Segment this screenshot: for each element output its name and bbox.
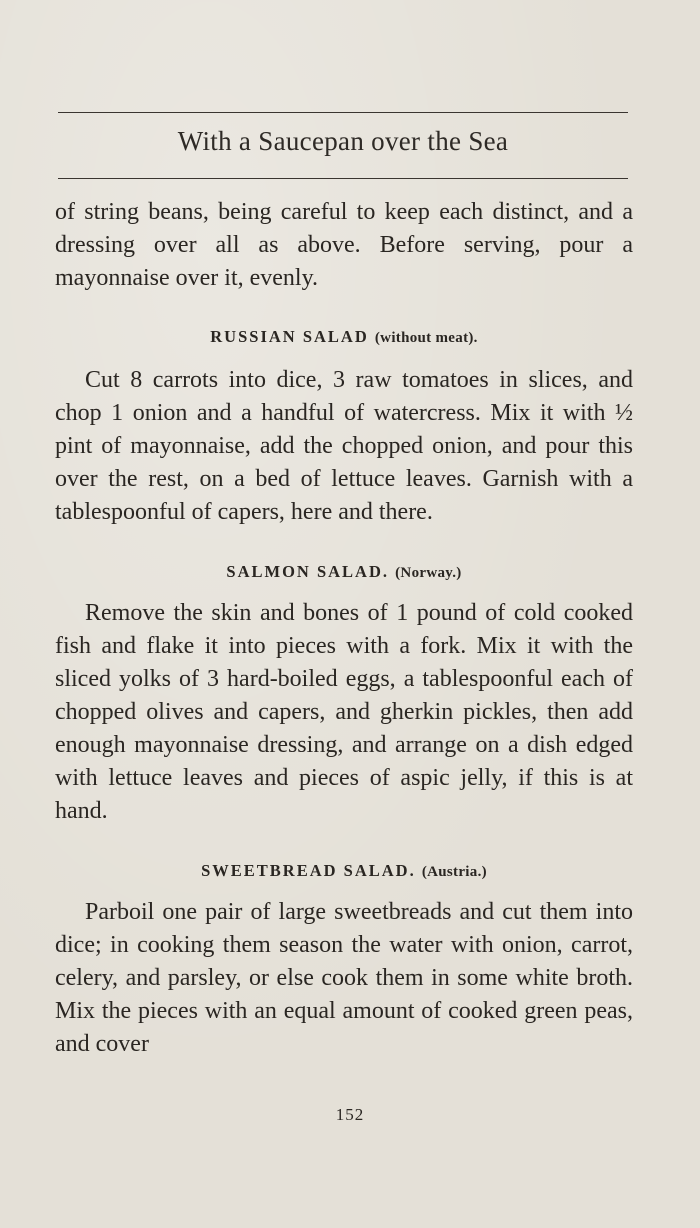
recipe-title: SALMON SALAD. bbox=[226, 562, 390, 581]
paragraph-salmon-salad: Remove the skin and bones of 1 pound of cold cooked fish and flake it into pieces with a fork. Mix it with the sliced yolks of 3 hard-boiled eggs, a tablespoonful each of chopped olives and capers, and gherkin pickles, then add enough mayonnaise dressing, and arrange on a dish edged with lettuce leaves and pieces of aspic jelly, if this is at hand. bbox=[55, 600, 633, 824]
recipe-subtitle: (Austria.) bbox=[421, 864, 487, 880]
recipe-heading-sweetbread-salad bbox=[55, 859, 633, 884]
header-rule-bottom bbox=[58, 178, 628, 179]
page-body bbox=[55, 196, 633, 1061]
recipe-subtitle: (Norway.) bbox=[395, 565, 462, 581]
recipe-heading-russian-salad bbox=[55, 325, 633, 350]
paragraph-sweetbread-salad: Parboil one pair of large sweetbreads and cut them into dice; in cooking them season the water with onion, carrot, celery, and parsley, or else cook them in some white broth. Mix the pieces with an equal amount of cooked green peas, and cover bbox=[55, 899, 633, 1057]
recipe-subtitle: (without meat). bbox=[374, 330, 478, 346]
recipe-title: RUSSIAN SALAD bbox=[210, 327, 369, 346]
header-rule-top bbox=[58, 112, 628, 113]
paragraph-russian-salad: Cut 8 carrots into dice, 3 raw tomatoes in slices, and chop 1 onion and a handful of watercress. Mix it with ½ pint of mayonnaise, add the chopped onion, and pour this over the rest, on a bed of lettuce leaves. Garnish with a tablespoonful of capers, here and there. bbox=[55, 367, 633, 525]
recipe-heading-salmon-salad bbox=[55, 560, 633, 585]
page-number: 152 bbox=[335, 1105, 365, 1124]
running-head: With a Saucepan over the Sea bbox=[177, 126, 509, 156]
recipe-title: SWEETBREAD SALAD. bbox=[201, 861, 416, 880]
paragraph-intro: of string beans, being careful to keep each distinct, and a dressing over all as above. Before serving, pour a mayonnaise over it, evenly. bbox=[55, 199, 633, 291]
